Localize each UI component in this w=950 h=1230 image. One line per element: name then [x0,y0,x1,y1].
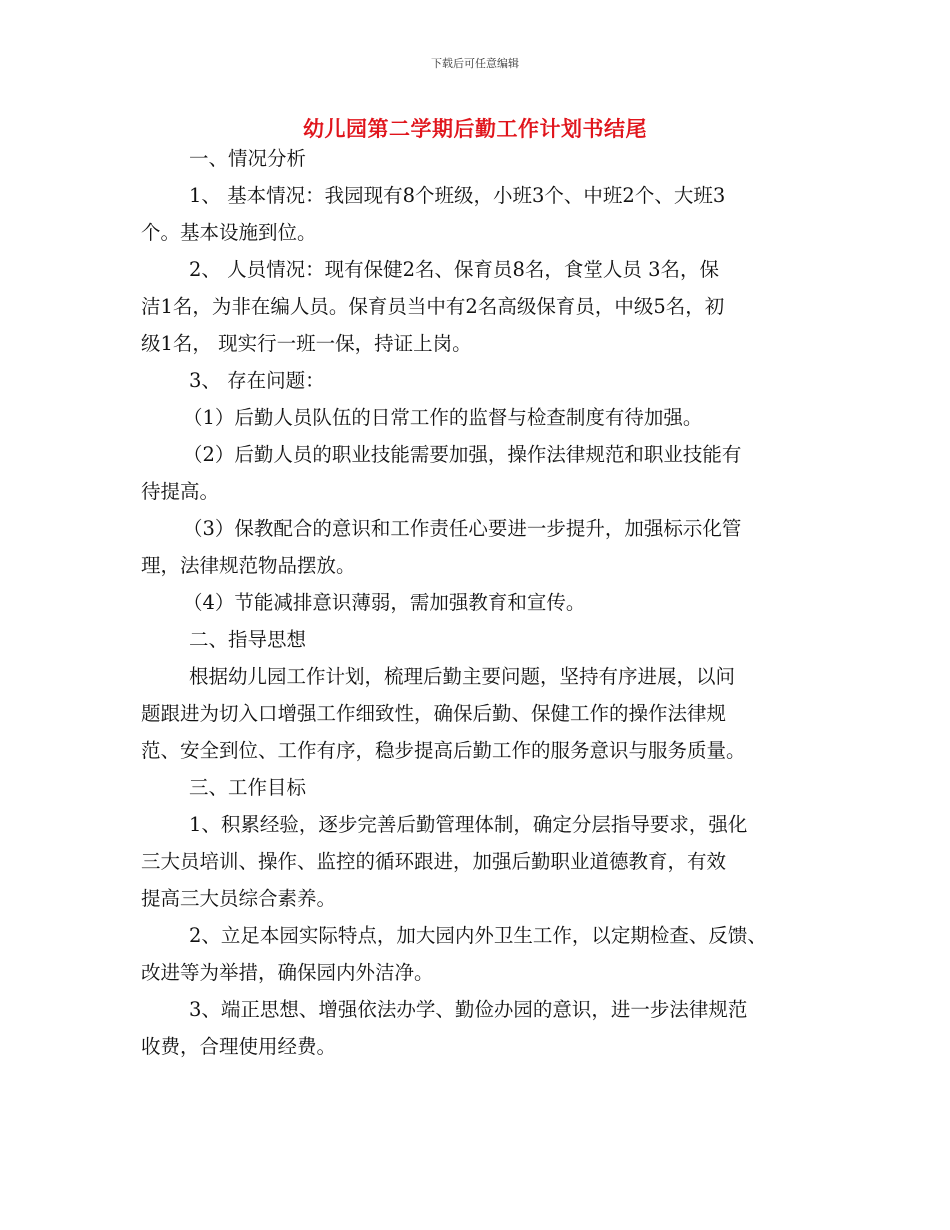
body-line: 1、积累经验，逐步完善后勤管理体制，确定分层指导要求，强化 [189,813,748,836]
body-line: 级1名， 现实行一班一保，持证上岗。 [141,332,472,355]
body-line: 3、 存在问题： [189,369,325,392]
body-line: （3）保教配合的意识和工作责任心要进一步提升，加强标示化管 [183,517,742,540]
body-line: 范、安全到位、工作有序，稳步提高后勤工作的服务意识与服务质量。 [141,739,746,762]
body-line: 待提高。 [141,480,220,503]
document-title: 幼儿园第二学期后勤工作计划书结尾 [303,116,647,141]
body-line: 3、端正思想、增强依法办学、勤俭办园的意识，进一步法律规范 [189,998,748,1021]
body-line: 洁1名，为非在编人员。保育员当中有2名高级保育员，中级5名，初 [141,295,725,318]
body-line: 1、 基本情况：我园现有8个班级，小班3个、中班2个、大班3 [189,184,726,207]
body-line: 二、指导思想 [189,628,307,651]
body-line: （1）后勤人员队伍的日常工作的监督与检查制度有待加强。 [183,406,703,429]
body-line: 2、 人员情况：现有保健2名、保育员8名，食堂人员 3名，保 [189,258,720,281]
body-line: 三大员培训、操作、监控的循环跟进，加强后勤职业道德教育，有效 [141,850,727,873]
body-line: （2）后勤人员的职业技能需要加强，操作法律规范和职业技能有 [183,443,742,466]
body-line: 提高三大员综合素养。 [141,887,337,910]
body-line: 收费，合理使用经费。 [141,1035,337,1058]
body-line: 三、工作目标 [189,776,307,799]
body-line: 改进等为举措，确保园内外洁净。 [141,961,434,984]
header-note: 下载后可任意编辑 [431,57,519,70]
body-line: 一、情况分析 [189,147,307,170]
document-body [141,140,821,1065]
body-line: 2、立足本园实际特点，加大园内外卫生工作，以定期检查、反馈、 [189,924,767,947]
body-line: 题跟进为切入口增强工作细致性，确保后勤、保健工作的操作法律规 [141,702,727,725]
body-line: 理，法律规范物品摆放。 [141,554,356,577]
body-line: 根据幼儿园工作计划，梳理后勤主要问题，坚持有序进展，以问 [189,665,736,688]
body-line: （4）节能减排意识薄弱，需加强教育和宣传。 [183,591,586,614]
body-line: 个。基本设施到位。 [141,221,317,244]
